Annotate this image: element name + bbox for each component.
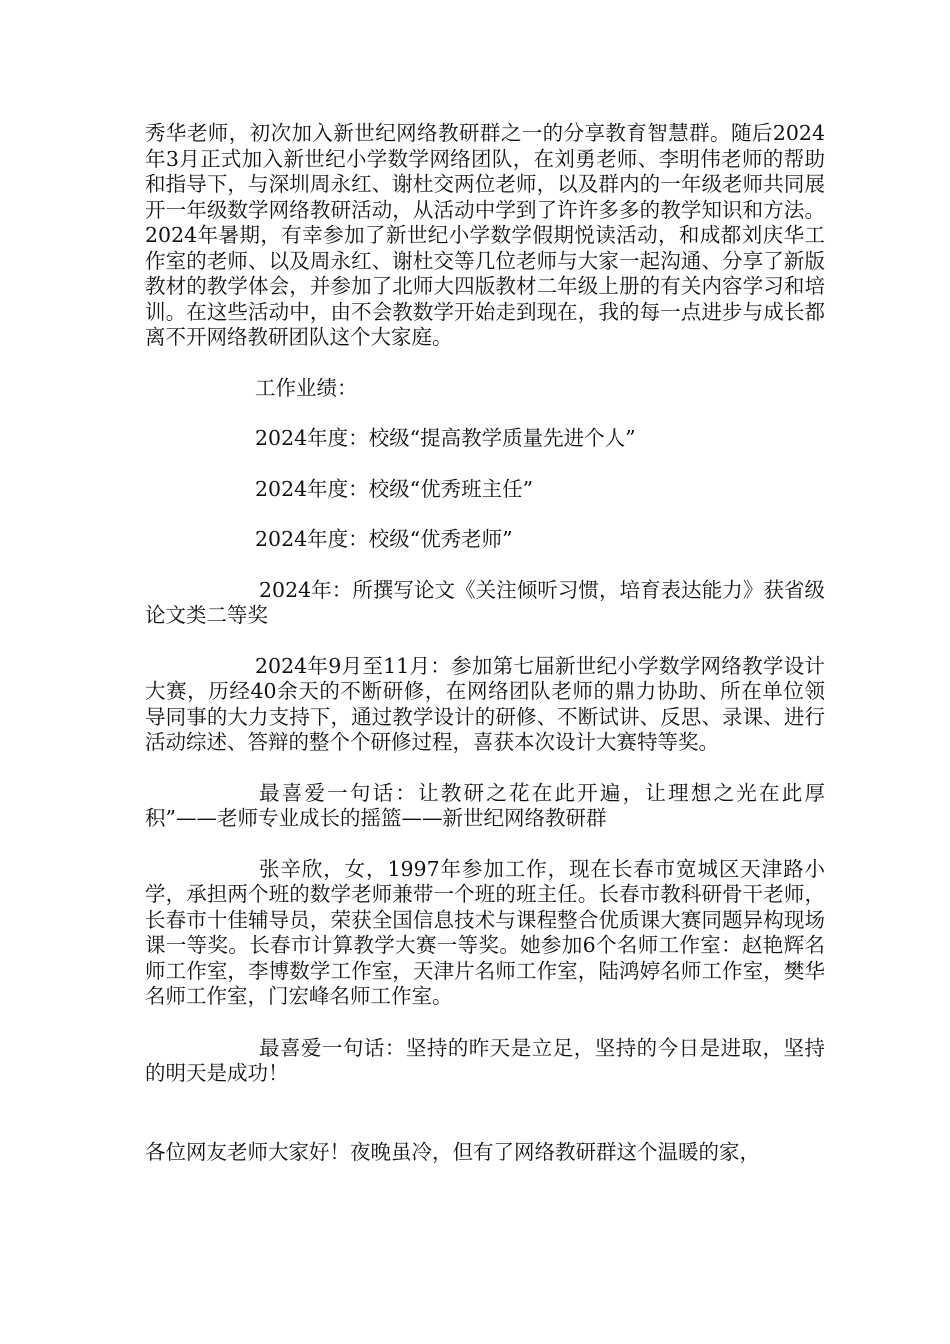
paragraph-award-3: 2024年度：校级“优秀老师”	[255, 527, 513, 551]
paragraph-award-1: 2024年度：校级“提高教学质量先进个人”	[255, 426, 636, 450]
document-page	[145, 121, 825, 1165]
paragraph-award-2: 2024年度：校级“优秀班主任”	[255, 476, 534, 501]
paragraph-favorite-quote-2: 最喜爱一句话：坚持的昨天是立足，坚持的今日是进取，坚持的明天是成功！	[145, 1035, 825, 1085]
paragraph-teacher-profile: 张辛欣，女，1997年参加工作，现在长春市宽城区天津路小学，承担两个班的数学老师兼带一个班的班主任。长春市教科研骨干老师，长春市十佳辅导员，荣获全国信息技术与课程整合优质课大赛同题异构现场课一等奖。长春市计算教学大赛一等奖。她参加6个名师工作室：赵艳辉名师工作室，李博数学工作室，天津片名师工作室，陆鸿婷名师工作室，樊华名师工作室，门宏峰名师工作室。	[145, 856, 825, 1008]
paragraph-greeting: 各位网友老师大家好！夜晚虽冷，但有了网络教研群这个温暖的家，	[145, 1139, 760, 1164]
paragraph-design-contest: 2024年9月至11月：参加第七届新世纪小学数学网络教学设计大赛，历经40余天的不断研修，在网络团队老师的鼎力协助、所在单位领导同事的大力支持下，通过教学设计的研修、不断试讲、反思、录课、进行活动综述、答辩的整个个研修过程，喜获本次设计大赛特等奖。	[145, 653, 825, 754]
paragraph-achievements-heading: 工作业绩：	[255, 375, 358, 400]
paragraph-favorite-quote-1: 最喜爱一句话：让教研之花在此开遍，让理想之光在此厚积”——老师专业成长的摇篮——新世纪网络教研群	[145, 780, 825, 830]
paragraph-paper-award: 2024年：所撰写论文《关注倾听习惯，培育表达能力》获省级论文类二等奖	[145, 577, 825, 627]
paragraph-intro: 秀华老师，初次加入新世纪网络教研群之一的分享教育智慧群。随后2024年3月正式加入新世纪小学数学网络团队，在刘勇老师、李明伟老师的帮助和指导下，与深圳周永红、谢杜交两位老师，以及群内的一年级老师共同展开一年级数学网络教研活动，从活动中学到了许许多多的教学知识和方法。2024年暑期，有幸参加了新世纪小学数学假期悦读活动，和成都刘庆华工作室的老师、以及周永红、谢杜交等几位老师与大家一起沟通、分享了新版教材的教学体会，并参加了北师大四版教材二年级上册的有关内容学习和培训。在这些活动中，由不会教数学开始走到现在，我的每一点进步与成长都离不开网络教研团队这个大家庭。	[145, 121, 825, 349]
